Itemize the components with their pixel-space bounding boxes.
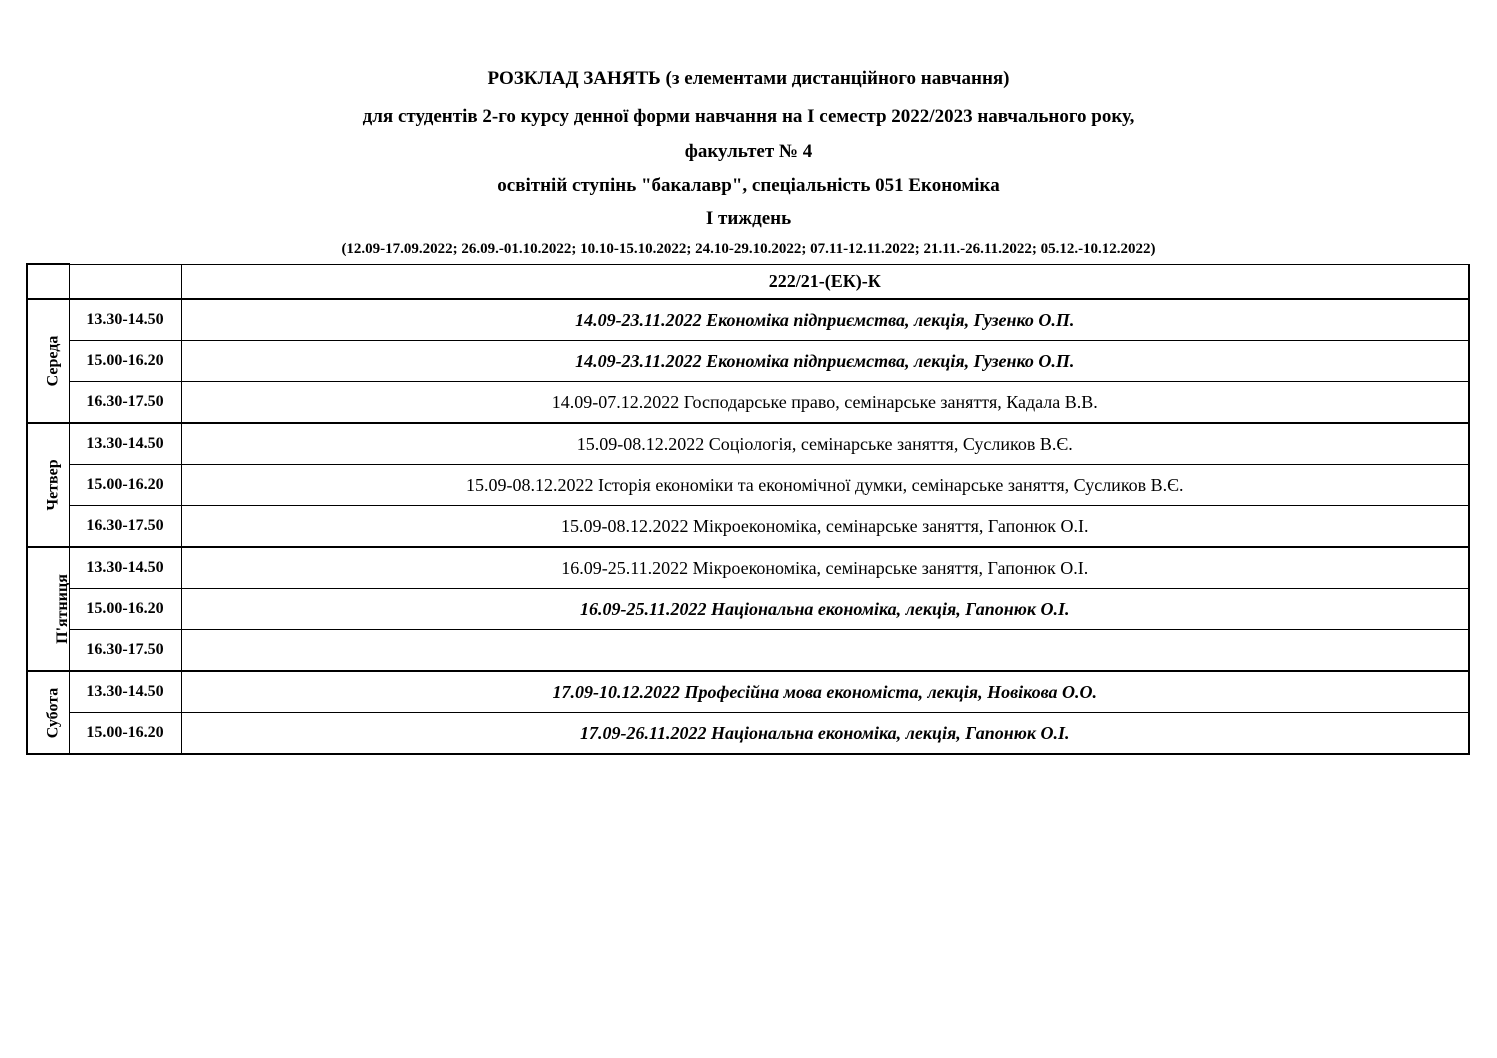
day-label: Субота <box>44 687 62 738</box>
lesson-cell: 14.09-23.11.2022 Економіка підприємства, лекція, Гузенко О.П. <box>181 299 1469 341</box>
time-cell: 13.30-14.50 <box>69 547 181 589</box>
schedule-week-dates: (12.09-17.09.2022; 26.09.-01.10.2022; 10.10-15.10.2022; 24.10-29.10.2022; 07.11-12.11.2022; 21.11.-26.11.2022; 05.12.-10.12.2022) <box>341 241 1156 257</box>
lesson-cell: 16.09-25.11.2022 Національна економіка, лекція, Гапонюк О.І. <box>181 589 1469 630</box>
day-label: Четвер <box>44 459 62 511</box>
header-day-cell <box>27 264 69 299</box>
day-cell-wednesday <box>27 299 69 423</box>
time-cell: 13.30-14.50 <box>69 423 181 465</box>
table-row <box>27 589 1469 630</box>
lesson-cell: 16.09-25.11.2022 Мікроекономіка, семінарське заняття, Гапонюк О.І. <box>181 547 1469 589</box>
day-cell-saturday <box>27 671 69 754</box>
time-cell: 16.30-17.50 <box>69 382 181 424</box>
lesson-cell: 14.09-23.11.2022 Економіка підприємства, лекція, Гузенко О.П. <box>181 341 1469 382</box>
group-name-cell: 222/21-(ЕК)-К <box>181 264 1469 299</box>
lesson-cell: 15.09-08.12.2022 Соціологія, семінарське заняття, Сусликов В.Є. <box>181 423 1469 465</box>
schedule-faculty: факультет № 4 <box>684 141 813 162</box>
table-header-row <box>27 264 1469 299</box>
time-cell: 16.30-17.50 <box>69 630 181 672</box>
schedule-title: РОЗКЛАД ЗАНЯТЬ (з елементами дистанційного навчання) <box>487 68 1010 89</box>
table-row <box>27 547 1469 589</box>
lesson-cell: 17.09-26.11.2022 Національна економіка, лекція, Гапонюк О.І. <box>181 713 1469 755</box>
day-label: П'ятниця <box>53 574 71 644</box>
time-cell: 15.00-16.20 <box>69 713 181 755</box>
day-label: Середа <box>44 335 62 387</box>
table-row <box>27 713 1469 755</box>
table-row <box>27 299 1469 341</box>
table-row <box>27 382 1469 424</box>
table-row <box>27 341 1469 382</box>
day-cell-friday <box>27 547 69 671</box>
schedule-audience: для студентів 2-го курсу денної форми навчання на I семестр 2022/2023 навчального року, <box>362 106 1135 127</box>
time-cell: 13.30-14.50 <box>69 299 181 341</box>
schedule-specialty: освітній ступінь "бакалавр", спеціальність 051 Економіка <box>497 175 1000 196</box>
schedule-table <box>26 263 1470 755</box>
time-cell: 16.30-17.50 <box>69 506 181 548</box>
table-row <box>27 506 1469 548</box>
lesson-cell: 15.09-08.12.2022 Історія економіки та економічної думки, семінарське заняття, Сусликов В.Є. <box>181 465 1469 506</box>
lesson-cell: 15.09-08.12.2022 Мікроекономіка, семінарське заняття, Гапонюк О.І. <box>181 506 1469 548</box>
lesson-cell: 14.09-07.12.2022 Господарське право, семінарське заняття, Кадала В.В. <box>181 382 1469 424</box>
day-cell-thursday <box>27 423 69 547</box>
time-cell: 15.00-16.20 <box>69 341 181 382</box>
table-row <box>27 465 1469 506</box>
lesson-cell-empty <box>181 630 1469 672</box>
schedule-week: I тиждень <box>705 208 792 229</box>
table-row <box>27 423 1469 465</box>
time-cell: 15.00-16.20 <box>69 589 181 630</box>
table-row <box>27 630 1469 672</box>
header-time-cell <box>69 264 181 299</box>
table-row <box>27 671 1469 713</box>
time-cell: 13.30-14.50 <box>69 671 181 713</box>
time-cell: 15.00-16.20 <box>69 465 181 506</box>
lesson-cell: 17.09-10.12.2022 Професійна мова економіста, лекція, Новікова О.О. <box>181 671 1469 713</box>
